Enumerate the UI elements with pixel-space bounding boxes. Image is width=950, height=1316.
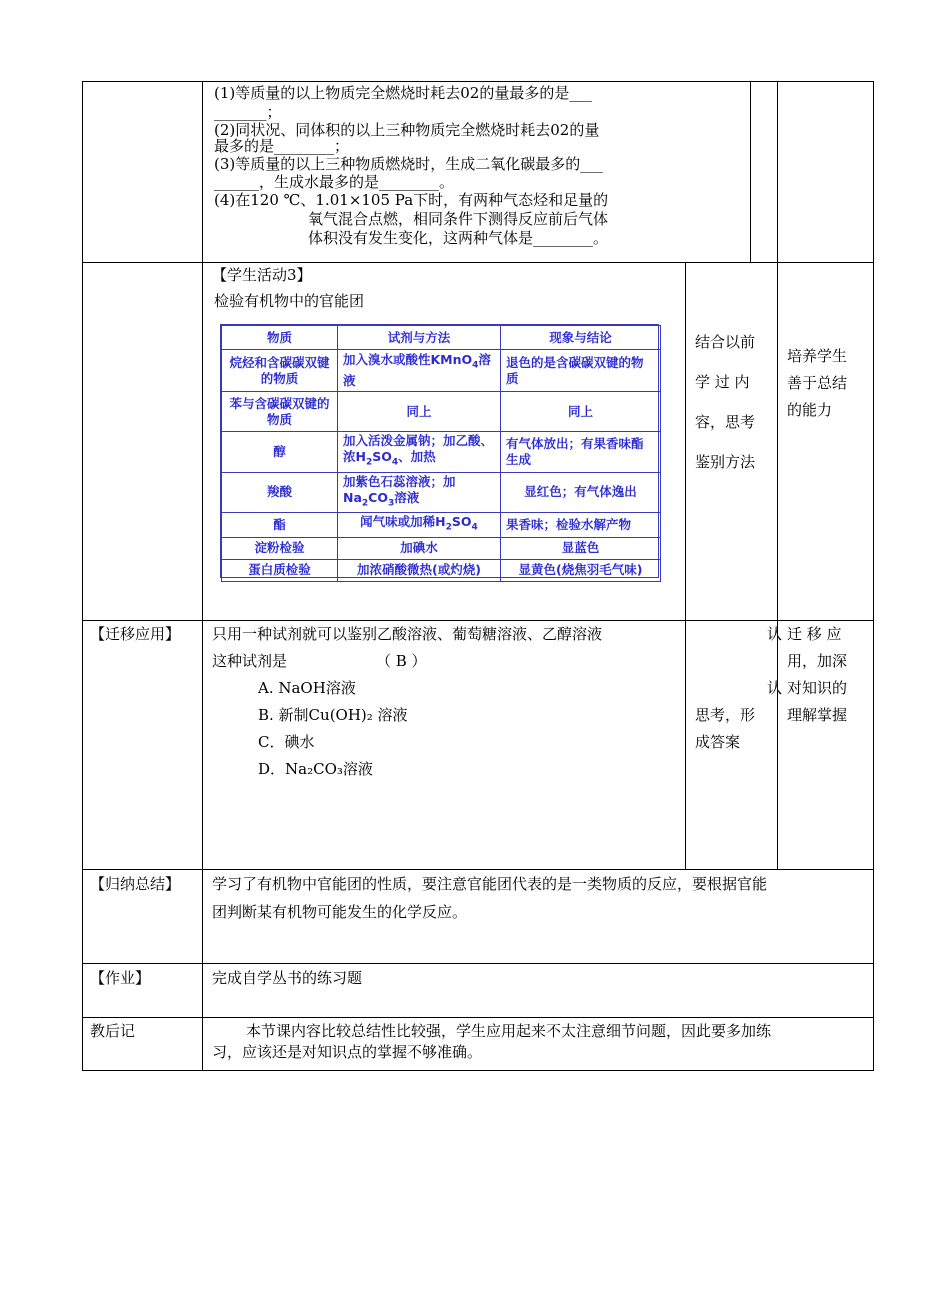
table-cell-method: 闻气味或加稀$H_2SO_4$ (338, 513, 501, 538)
table-cell-substance: 酯 (222, 513, 338, 538)
transfer-purpose-line: 用，加深 (787, 652, 848, 670)
transfer-question-line-2: 这种试剂是 (212, 652, 288, 670)
table-cell-result: 果香味；检验水解产物 (501, 513, 661, 538)
table-row (222, 432, 661, 473)
activity-purpose-line: 的能力 (787, 401, 833, 419)
activity-title: 【学生活动3】 (212, 266, 312, 284)
transfer-purpose-line: 理解掌握 (787, 706, 848, 724)
table-cell-method: 加碘水 (338, 537, 501, 559)
table-cell-method: 加浓硝酸微热(或灼烧) (338, 559, 501, 581)
table-row (222, 537, 661, 559)
activity-purpose-line: 善于总结 (787, 374, 848, 392)
table-cell-result: 退色的是含碳碳双键的物质 (501, 350, 661, 392)
table-cell-substance: 淀粉检验 (222, 537, 338, 559)
table-row (222, 472, 661, 513)
option-c: C．碘水 (258, 733, 315, 751)
question-3-line-1: (3)等质量的以上三种物质燃烧时，生成二氧化碳最多的___ (214, 155, 603, 173)
grid-line (685, 262, 686, 869)
table-header-result: 现象与结论 (501, 326, 661, 350)
activity-subtitle: 检验有机物中的官能团 (214, 292, 365, 310)
table-cell-result: 显蓝色 (501, 537, 661, 559)
table-cell-substance: 苯与含碳碳双键的物质 (222, 392, 338, 432)
table-cell-result: 显黄色(烧焦羽毛气味) (501, 559, 661, 581)
table-cell-substance: 羧酸 (222, 472, 338, 513)
functional-group-table (220, 324, 659, 578)
transfer-answer: （ B ） (376, 652, 427, 670)
grid-line (82, 1017, 874, 1018)
table-cell-substance: 蛋白质检验 (222, 559, 338, 581)
transfer-side-note-line: 成答案 (695, 733, 741, 751)
summary-label: 【归纳总结】 (90, 875, 181, 893)
grid-line (82, 262, 874, 263)
question-4-line-1: (4)在120 ℃、1.01×105 Pa下时，有两种气态烃和足量的 (214, 191, 609, 209)
table-cell-method: 加入溴水或酸性KMnO$_4$溶液 (338, 350, 501, 392)
question-1-line-2: _______； (214, 103, 282, 121)
transfer-question-line-1: 只用一种试剂就可以鉴别乙酸溶液、葡萄糖溶液、乙醇溶液 (212, 625, 603, 643)
grid-line (202, 81, 203, 1071)
transfer-side-note-line: 思考，形 (695, 706, 756, 724)
activity-side-note-line: 结合以前 (695, 333, 756, 351)
summary-text-line-2: 团判断某有机物可能发生的化学反应。 (212, 903, 468, 921)
grid-line (777, 81, 778, 869)
reflection-label: 教后记 (90, 1022, 136, 1040)
activity-purpose-line: 培养学生 (787, 347, 848, 365)
question-1-line-1: (1)等质量的以上物质完全燃烧时耗去02的量最多的是___ (214, 84, 592, 102)
grid-line (82, 869, 874, 870)
reflection-text-line-2: 习，应该还是对知识点的掌握不够准确。 (212, 1043, 483, 1061)
option-a: A. NaOH溶液 (258, 679, 356, 697)
transfer-side-note-line: 认 (767, 679, 783, 697)
grid-line (873, 81, 874, 1071)
grid-line (750, 81, 751, 262)
transfer-side-note-line: 认 (767, 625, 783, 643)
table-cell-substance: 烷烃和含碳碳双键的物质 (222, 350, 338, 392)
table-row (222, 559, 661, 581)
table-row (222, 350, 661, 392)
grid-line (82, 963, 874, 964)
table-row (222, 392, 661, 432)
transfer-purpose-line: 迁 移 应 (787, 625, 842, 643)
option-d: D．Na₂CO₃溶液 (258, 760, 373, 778)
grid-line (82, 81, 83, 1071)
grid-line (82, 620, 874, 621)
transfer-purpose-line: 对知识的 (787, 679, 848, 697)
table-header-substance: 物质 (222, 326, 338, 350)
homework-text: 完成自学丛书的练习题 (212, 969, 363, 987)
table-cell-substance: 醇 (222, 432, 338, 473)
option-b: B. 新制Cu(OH)₂ 溶液 (258, 706, 408, 724)
table-cell-result: 同上 (501, 392, 661, 432)
table-cell-result: 有气体放出；有果香味酯生成 (501, 432, 661, 473)
question-4-line-2: 氧气混合点燃，相同条件下测得反应前后气体 (308, 210, 609, 228)
table-header-method: 试剂与方法 (338, 326, 501, 350)
homework-label: 【作业】 (90, 969, 151, 987)
grid-line (82, 1070, 874, 1071)
question-2-line-1: (2)同状况、同体积的以上三种物质完全燃烧时耗去02的量 (214, 121, 600, 139)
question-3-line-2: ______，生成水最多的是________。 (214, 173, 455, 191)
activity-side-note-line: 鉴别方法 (695, 453, 756, 471)
activity-side-note-line: 学 过 内 (695, 373, 750, 391)
activity-side-note-line: 容，思考 (695, 413, 756, 431)
summary-text-line-1: 学习了有机物中官能团的性质，要注意官能团代表的是一类物质的反应，要根据官能 (212, 875, 768, 893)
table-cell-method: 加紫色石蕊溶液；加$Na_2CO_3$溶液 (338, 472, 501, 513)
table-cell-result: 显红色；有气体逸出 (501, 472, 661, 513)
question-2-line-2: 最多的是________； (214, 137, 350, 155)
grid-line (82, 81, 874, 82)
question-4-line-3: 体积没有发生变化，这两种气体是________。 (308, 229, 609, 247)
transfer-label: 【迁移应用】 (90, 625, 181, 643)
table-cell-method: 加入活泼金属钠；加乙酸、浓$H_2SO_4$、加热 (338, 432, 501, 473)
table-cell-method: 同上 (338, 392, 501, 432)
reflection-text-line-1: 本节课内容比较总结性比较强，学生应用起来不太注意细节问题，因此要多加练 (246, 1022, 772, 1040)
table-row (222, 513, 661, 538)
